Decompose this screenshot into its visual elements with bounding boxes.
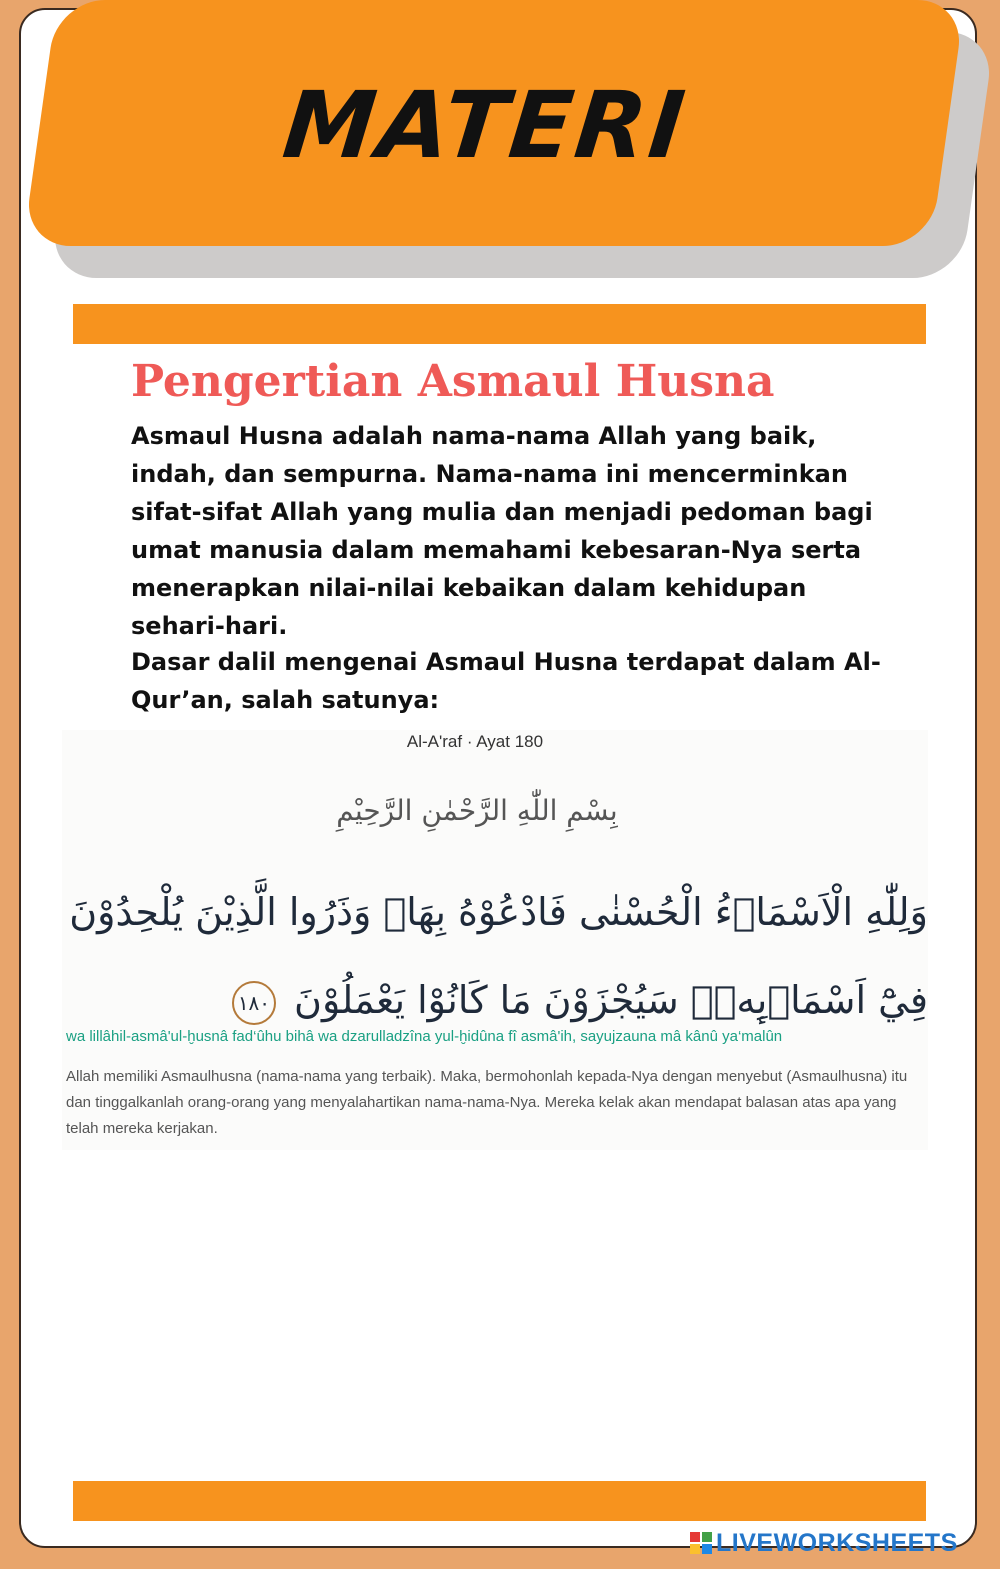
definition-paragraph: Asmaul Husna adalah nama-nama Allah yang baik, indah, dan sempurna. Nama-nama ini mencerminkan sifat-sifat Allah yang mulia dan menjadi pedoman bagi umat manusia dalam memahami kebesaran-Nya serta menerapkan nilai-nilai kebaikan dalam kehidupan sehari-hari. [131,422,873,640]
liveworksheets-logo[interactable] [690,1528,958,1558]
banner-title: MATERI [278,72,693,179]
verse-card [62,730,928,1150]
basmala: بِسْمِ اللّٰهِ الرَّحْمٰنِ الرَّحِيْمِ [336,794,618,827]
arabic-verse-text: وَلِلّٰهِ الْاَسْمَاۤءُ الْحُسْنٰى فَادْعُوْهُ بِهَاۖ وَذَرُوا الَّذِيْنَ يُلْحِدُوْنَ فِيْٓ اَسْمَاۤىِٕهٖۗ سَيُجْزَوْنَ مَا كَانُوْا يَعْمَلُوْنَ [69,890,928,1022]
arabic-verse [68,868,928,1044]
evidence-paragraph: Dasar dalil mengenai Asmaul Husna terdapat dalam Al-Qur’an, salah satunya: [131,648,881,714]
bottom-divider-stripe [73,1481,926,1521]
surah-title: Al-A'raf · Ayat 180 [406,732,544,751]
section-heading: Pengertian Asmaul Husna [131,356,775,407]
top-divider-stripe [73,304,926,344]
liveworksheets-logo-icon [690,1532,712,1554]
ayah-number-mark: ١٨٠ [232,981,276,1025]
latin-transliteration: wa lillâhil-asmâ'ul-ḫusnâ fad‘ûhu bihâ wa dzarulladzîna yul-ḫidûna fî asmâ'ih, sayujzauna mâ kânû ya‘malûn [66,1028,783,1045]
verse-translation: Allah memiliki Asmaulhusna (nama-nama yang terbaik). Maka, bermohonlah kepada-Nya dengan menyebut (Asmaulhusna) itu dan tinggalkanlah orang-orang yang menyalahartikan nama-nama-Nya. Mereka kelak akan mendapat balasan atas apa yang telah mereka kerjakan. [66,1068,908,1137]
logo-text: LIVEWORKSHEETS [716,1528,958,1557]
